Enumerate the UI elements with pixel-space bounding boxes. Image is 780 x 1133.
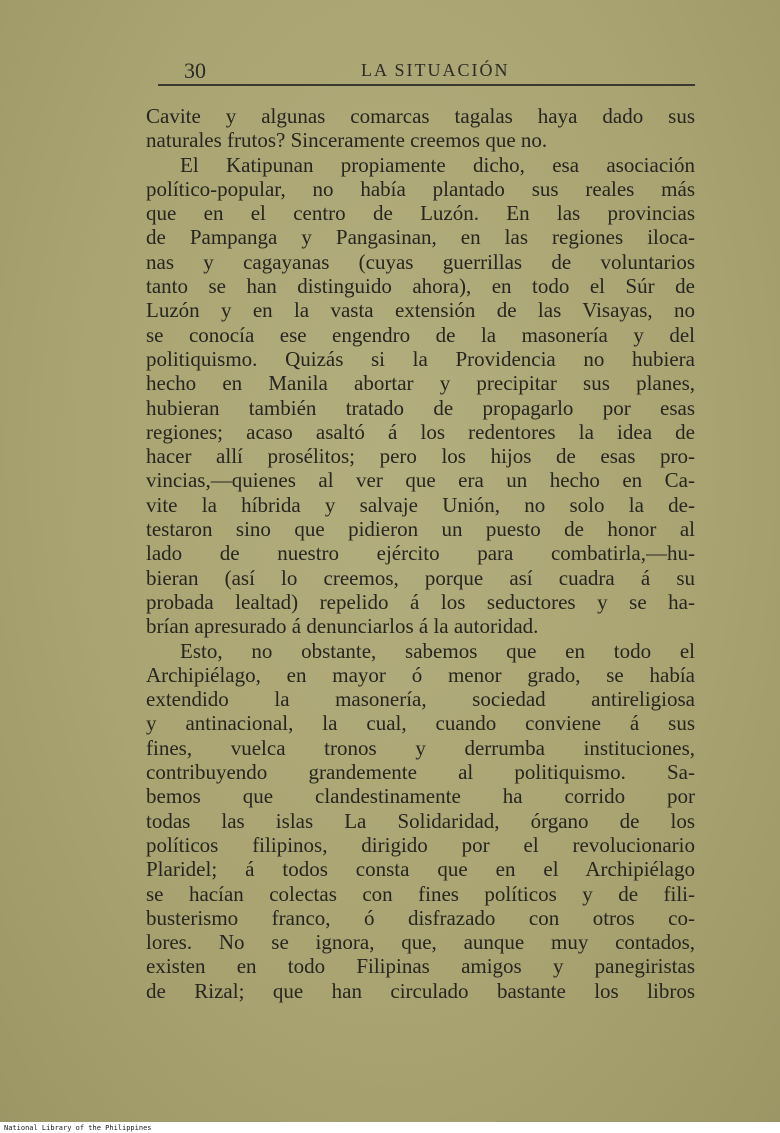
text-line: y antinacional, la cual, cuando conviene á sus [146, 711, 695, 736]
text-line: hubieran también tratado de propagarlo por esas [146, 395, 695, 420]
text-line: bieran (así lo creemos, porque así cuadra á su [146, 565, 695, 590]
text-line: de Rizal; que han circulado bastante los libros [146, 978, 695, 1003]
text-line: que en el centro de Luzón. En las provincias [146, 201, 695, 226]
text-line: tanto se han distinguido ahora), en todo el Súr de [146, 274, 695, 299]
text-line: hacer allí prosélitos; pero los hijos de esas pro- [146, 444, 695, 469]
text-line: todas las islas La Solidaridad, órgano de los [146, 808, 695, 833]
text-line: existen en todo Filipinas amigos y panegiristas [146, 954, 695, 979]
text-line: extendido la masonería, sociedad antireligiosa [146, 687, 695, 712]
text-line: político-popular, no había plantado sus reales más [146, 176, 695, 201]
running-title: LA SITUACIÓN [361, 60, 510, 80]
text-line: El Katipunan propiamente dicho, esa asociación [180, 152, 695, 177]
page-number: 30 [184, 58, 206, 83]
text-line: Archipiélago, en mayor ó menor grado, se había [146, 662, 695, 687]
text-line: busterismo franco, ó disfrazado con otros co- [146, 905, 695, 930]
text-line: politiquismo. Quizás si la Providencia no hubiera [146, 346, 695, 371]
text-line: Luzón y en la vasta extensión de las Visayas, no [146, 298, 695, 323]
text-line: bemos que clandestinamente ha corrido por [146, 784, 695, 809]
body-text [146, 104, 695, 1003]
text-line: Esto, no obstante, sabemos que en todo el [180, 638, 695, 663]
text-line: vincias,—quienes al ver que era un hecho en Ca- [146, 468, 695, 493]
text-line: testaron sino que pidieron un puesto de honor al [146, 517, 695, 542]
text-line: fines, vuelca tronos y derrumba instituciones, [146, 735, 695, 760]
text-line: vite la híbrida y salvaje Unión, no solo la de- [146, 492, 695, 517]
page-header [158, 54, 695, 86]
footer-credit: National Library of the Philippines [4, 1124, 152, 1132]
text-line: regiones; acaso asaltó á los redentores la idea de [146, 419, 695, 444]
text-line: Cavite y algunas comarcas tagalas haya dado sus [146, 104, 695, 128]
text-line: de Pampanga y Pangasinan, en las regiones iloca- [146, 225, 695, 250]
text-line: hecho en Manila abortar y precipitar sus planes, [146, 371, 695, 396]
text-line: lado de nuestro ejército para combatirla,—hu- [146, 541, 695, 566]
text-line: Plaridel; á todos consta que en el Archipiélago [146, 857, 695, 882]
header-rule [158, 84, 695, 86]
text-line: contribuyendo grandemente al politiquismo. Sa- [146, 760, 695, 785]
text-line: naturales frutos? Sinceramente creemos que no. [146, 128, 548, 153]
text-line: probada lealtad) repelido á los seductores y se ha- [146, 589, 695, 614]
text-line: nas y cagayanas (cuyas guerrillas de voluntarios [146, 249, 695, 274]
text-line: políticos filipinos, dirigido por el revolucionario [146, 832, 695, 857]
text-line: lores. No se ignora, que, aunque muy contados, [146, 930, 695, 955]
text-line: se conocía ese engendro de la masonería y del [146, 322, 695, 347]
text-line: brían apresurado á denunciarlos á la autoridad. [146, 614, 539, 639]
text-line: se hacían colectas con fines políticos y de fili- [146, 881, 695, 906]
